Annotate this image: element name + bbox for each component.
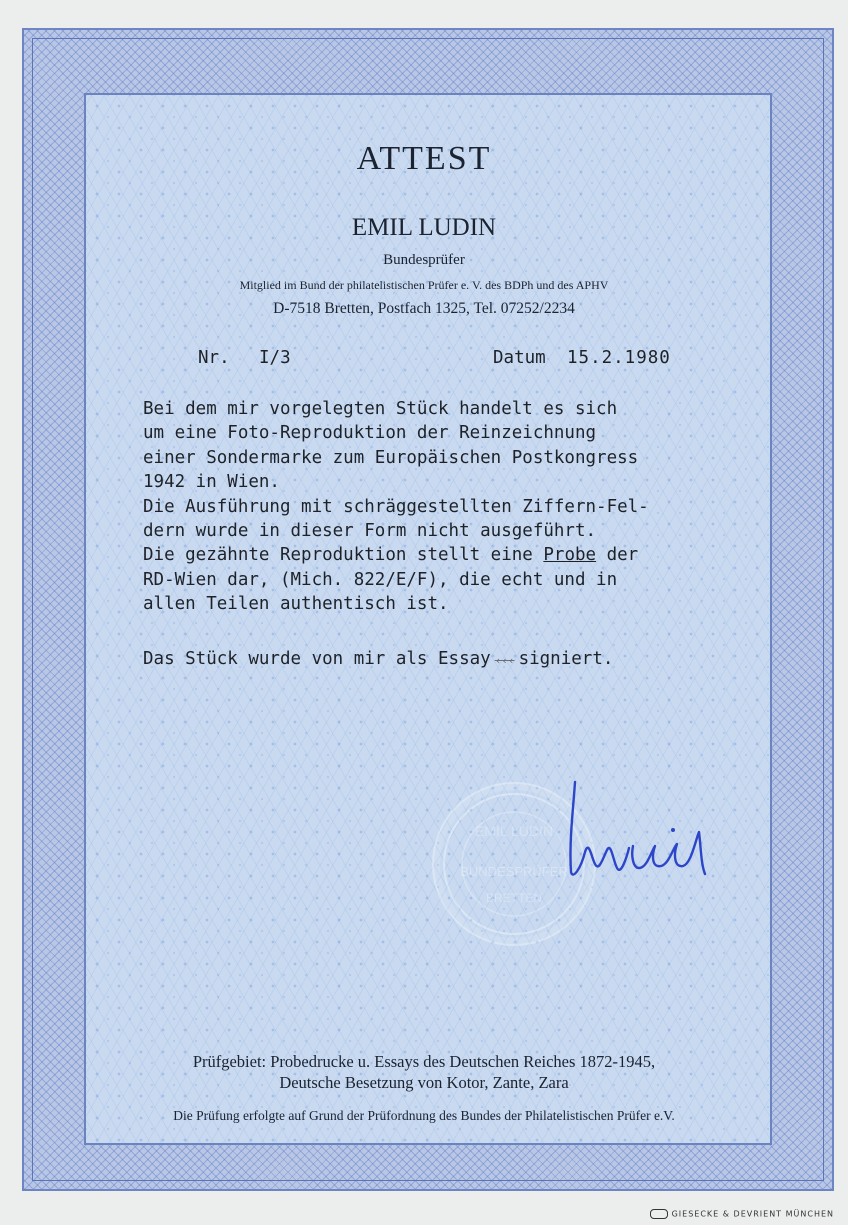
struck-text: ‹‹‹ [494,654,515,667]
datum-label: Datum [493,348,546,368]
seal-text: BRETTEN [485,891,543,905]
body-line: 1942 in Wien. [143,472,280,493]
scope-line-1: Prüfgebiet: Probedrucke u. Essays des Deutschen Reiches 1872-1945, [192,1052,656,1071]
body-line: allen Teilen authentisch ist. [143,594,449,615]
nr-label: Nr. [198,348,230,368]
body-line: um eine Foto-Reproduktion der Reinzeichnung [143,423,597,444]
seal-text: BUNDESPRÜFER [460,864,568,879]
certificate-body [143,397,753,617]
body-line: einer Sondermarke zum Europäischen Postkongress [143,447,639,468]
legal-note: Die Prüfung erfolgte auf Grund der Prüfordnung des Bundes der Philatelistischen Prüfer e.V. [173,1108,675,1123]
certificate-title: ATTEST [356,140,492,177]
certificate-field [84,93,772,1145]
datum-value: 15.2.1980 [567,348,671,368]
nr-value: I/3 [259,348,291,368]
body-line: RD-Wien dar, (Mich. 822/E/F), die echt und in [143,569,618,590]
handwritten-signature [555,772,735,892]
printer-logo-icon [650,1209,668,1219]
examiner-role: Bundesprüfer [383,252,465,268]
address-line: D-7518 Bretten, Postfach 1325, Tel. 07252/2234 [273,300,575,317]
body-line: Bei dem mir vorgelegten Stück handelt es sich [143,399,618,419]
closing-end: signiert. [518,649,614,669]
body-line: Die Ausführung mit schräggestellten Ziffern-Fel- [143,496,649,517]
examiner-name: EMIL LUDIN [351,214,497,241]
closing-line [143,649,613,669]
printer-name: GIESECKE & DEVRIENT MÜNCHEN [671,1209,834,1219]
scope-line-2: Deutsche Besetzung von Kotor, Zante, Zara [279,1073,569,1092]
body-line [143,543,753,567]
body-text-segment: der [596,545,639,566]
probe-underlined: Probe [543,545,597,566]
body-line: dern wurde in dieser Form nicht ausgeführt. [143,520,597,541]
membership-line: Mitglied im Bund der philatelistischen Prüfer e. V. des BDPh und des APHV [239,278,609,292]
body-text-segment: Die gezähnte Reproduktion stellt eine [143,545,544,566]
seal-text: EMIL LUDIN [474,823,554,839]
printer-imprint [650,1209,834,1219]
closing-start: Das Stück wurde von mir als Essay [143,649,491,669]
